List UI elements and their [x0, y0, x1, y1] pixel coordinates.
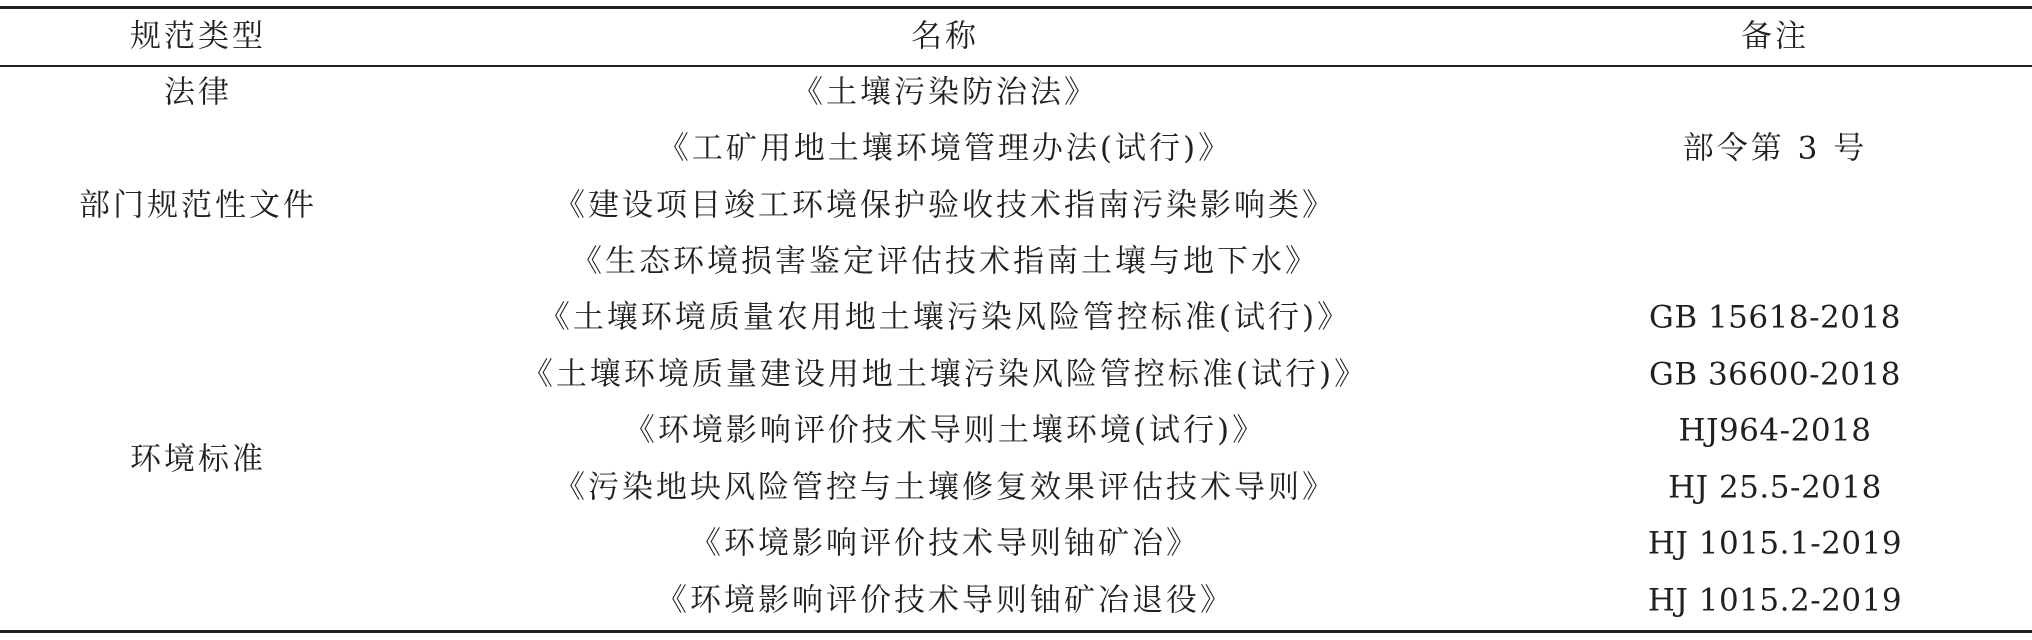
- row-note: HJ964-2018: [1678, 412, 1872, 449]
- row-name: 《环境影响评价技术导则铀矿冶》: [690, 525, 1200, 562]
- row-name: 《建设项目竣工环境保护验收技术指南污染影响类》: [554, 187, 1336, 224]
- table-top-rule: [0, 6, 2032, 9]
- header-note: 备注: [1741, 18, 1809, 55]
- row-note: GB 36600-2018: [1649, 356, 1901, 393]
- table-header-rule: [0, 65, 2032, 67]
- row-name: 《环境影响评价技术导则土壤环境(试行)》: [623, 412, 1267, 449]
- row-name: 《土壤环境质量农用地土壤污染风险管控标准(试行)》: [538, 299, 1352, 336]
- group-type-law: 法律: [164, 74, 232, 111]
- row-note: HJ 1015.2-2019: [1647, 582, 1903, 619]
- row-note: HJ 25.5-2018: [1668, 469, 1882, 506]
- row-note: GB 15618-2018: [1649, 299, 1901, 336]
- row-name: 《土壤环境质量建设用地土壤污染风险管控标准(试行)》: [521, 356, 1369, 393]
- header-type: 规范类型: [130, 18, 266, 55]
- group-type-department-docs: 部门规范性文件: [79, 187, 317, 224]
- row-note: 部令第 3 号: [1682, 130, 1868, 167]
- group-type-env-standards: 环境标准: [130, 441, 266, 478]
- row-name: 《工矿用地土壤环境管理办法(试行)》: [657, 130, 1233, 167]
- header-name: 名称: [911, 18, 979, 55]
- row-note: HJ 1015.1-2019: [1647, 525, 1903, 562]
- row-name: 《土壤污染防治法》: [792, 74, 1098, 111]
- row-name: 《环境影响评价技术导则铀矿冶退役》: [656, 582, 1234, 619]
- row-name: 《污染地块风险管控与土壤修复效果评估技术导则》: [554, 469, 1336, 506]
- row-name: 《生态环境损害鉴定评估技术指南土壤与地下水》: [571, 243, 1319, 280]
- table-bottom-rule: [0, 630, 2032, 633]
